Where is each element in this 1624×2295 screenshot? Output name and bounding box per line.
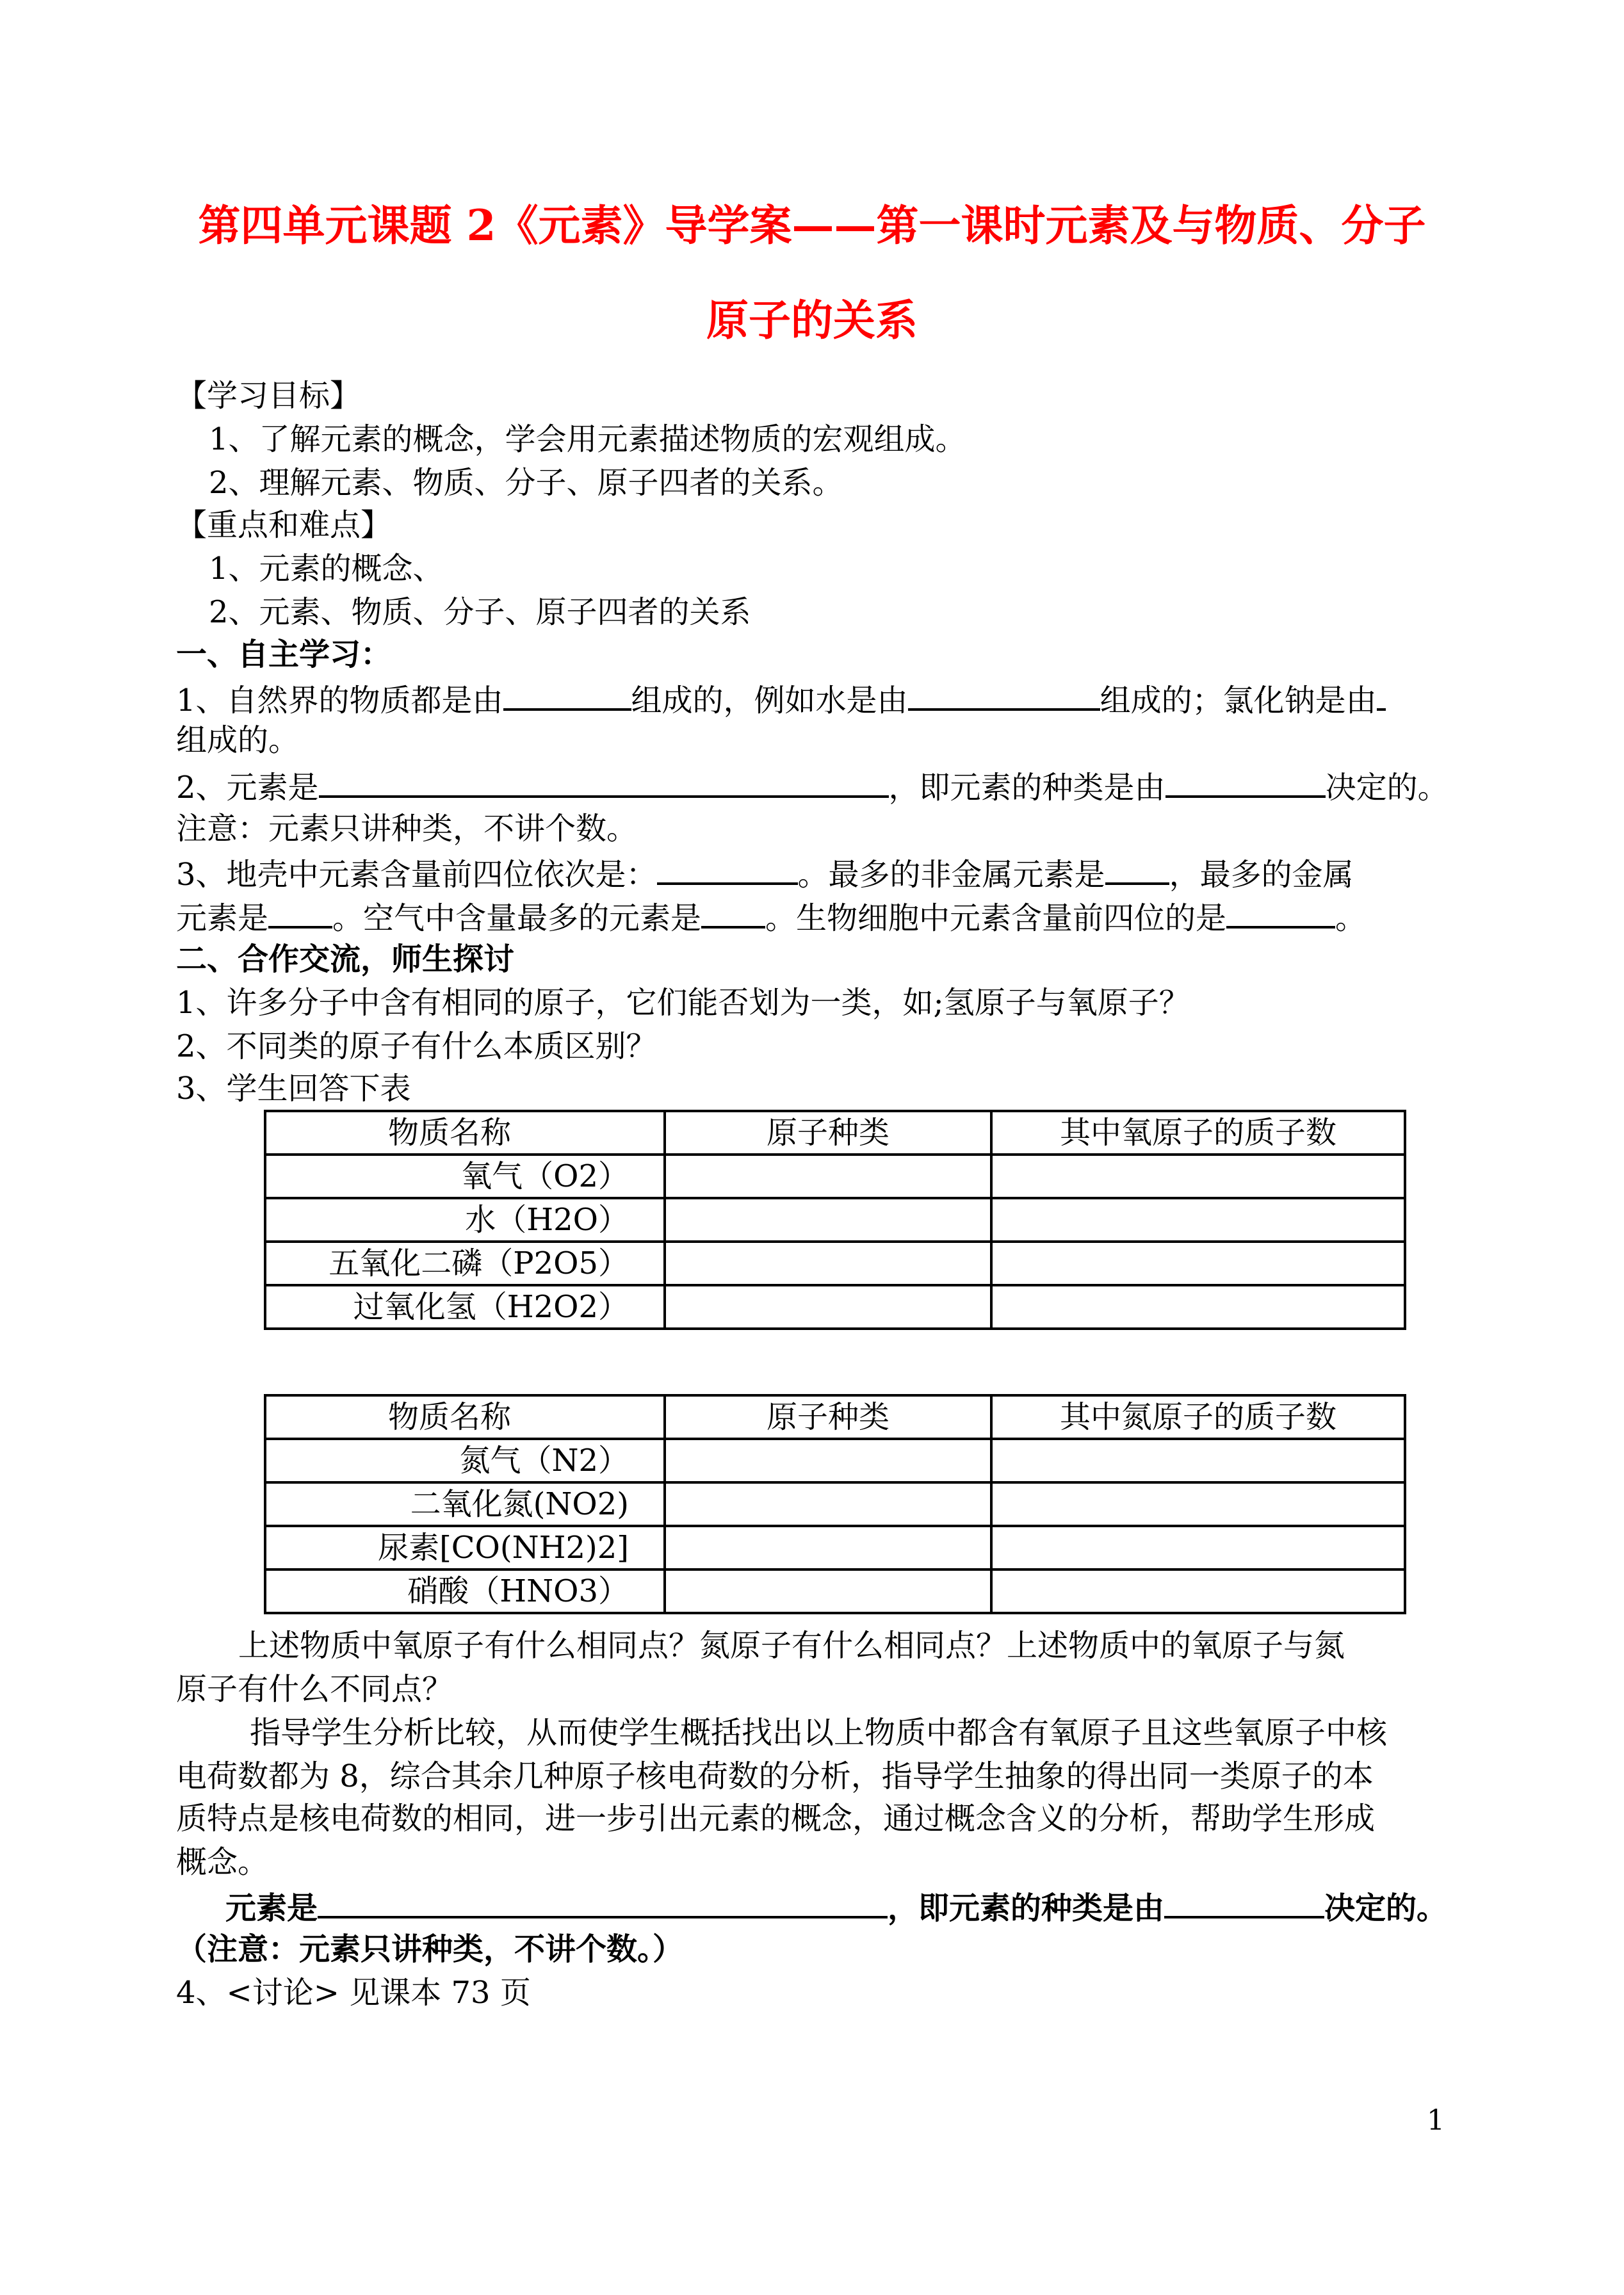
answer-blank[interactable]	[908, 677, 1100, 711]
answer-cell[interactable]	[665, 1242, 991, 1285]
table-row	[265, 1285, 1405, 1329]
answer-blank[interactable]	[1164, 1885, 1324, 1918]
page-number: 1	[1427, 2104, 1445, 2137]
answer-cell[interactable]	[991, 1198, 1405, 1242]
element-definition-line	[225, 1885, 1447, 1929]
answer-cell[interactable]	[991, 1482, 1405, 1526]
question-text: 2、元素是	[176, 770, 319, 806]
question-text: 决定的。	[1325, 770, 1449, 806]
discussion-paragraph-1: 上述物质中氧原子有什么相同点？氮原子有什么相同点？上述物质中的氧原子与氮	[238, 1628, 1345, 1664]
question-text: ，最多的金属	[1169, 857, 1354, 893]
definition-text: 元素是	[225, 1890, 318, 1926]
table-header-cell: 原子种类	[665, 1395, 991, 1439]
answer-blank[interactable]	[1105, 852, 1169, 885]
key-point-item: 1、元素的概念、	[209, 551, 444, 587]
objectives-heading: 【学习目标】	[176, 378, 361, 414]
table-header-cell: 其中氮原子的质子数	[991, 1395, 1405, 1439]
key-points-heading: 【重点和难点】	[176, 507, 392, 543]
table-row	[265, 1155, 1405, 1198]
question-2	[176, 765, 1449, 808]
objective-item: 1、了解元素的概念，学会用元素描述物质的宏观组成。	[209, 421, 966, 457]
answer-blank[interactable]	[268, 895, 332, 929]
question-text: 组成的；氯化钠是由	[1100, 683, 1377, 718]
substance-name-cell: 水（H2O）	[265, 1198, 665, 1242]
answer-cell[interactable]	[665, 1526, 991, 1569]
answer-cell[interactable]	[665, 1155, 991, 1198]
question-text: 元素是	[176, 900, 269, 936]
discussion-question-4: 4、<讨论> 见课本 73 页	[176, 1975, 531, 2011]
answer-blank[interactable]	[319, 765, 889, 798]
discussion-paragraph-2: 指导学生分析比较，从而使学生概括找出以上物质中都含有氧原子且这些氧原子中核	[250, 1715, 1388, 1751]
question-1-line1	[176, 677, 1386, 721]
answer-cell[interactable]	[991, 1242, 1405, 1285]
substance-name-cell: 二氧化氮(NO2)	[265, 1482, 665, 1526]
substance-name-cell: 氧气（O2）	[265, 1155, 665, 1198]
answer-cell[interactable]	[991, 1155, 1405, 1198]
key-point-item: 2、元素、物质、分子、原子四者的关系	[209, 594, 751, 630]
answer-blank[interactable]	[701, 895, 765, 929]
question-1-line2: 组成的。	[176, 722, 300, 758]
question-text: 。空气中含量最多的元素是	[332, 900, 702, 936]
table-row	[265, 1439, 1405, 1482]
answer-blank[interactable]	[1165, 765, 1326, 798]
discussion-paragraph-2: 电荷数都为 8，综合其余几种原子核电荷数的分析，指导学生抽象的得出同一类原子的本	[176, 1758, 1374, 1794]
substance-name-cell: 五氧化二磷（P2O5）	[265, 1242, 665, 1285]
note-text: 注意：元素只讲种类，不讲个数。	[176, 811, 638, 847]
table-row	[265, 1569, 1405, 1613]
substance-name-cell: 尿素[CO(NH2)2]	[265, 1526, 665, 1569]
question-3-line1	[176, 852, 1354, 895]
table-row	[265, 1482, 1405, 1526]
table-header-cell: 原子种类	[665, 1111, 991, 1155]
answer-cell[interactable]	[665, 1285, 991, 1329]
answer-blank[interactable]	[318, 1885, 888, 1918]
answer-blank[interactable]	[503, 677, 631, 711]
table-header-cell: 物质名称	[265, 1395, 665, 1439]
table-row	[265, 1198, 1405, 1242]
answer-cell[interactable]	[665, 1198, 991, 1242]
definition-text: ，即元素的种类是由	[888, 1890, 1165, 1926]
table-header-row	[265, 1111, 1405, 1155]
cooperation-question-2: 2、不同类的原子有什么本质区别？	[176, 1028, 657, 1064]
answer-cell[interactable]	[991, 1569, 1405, 1613]
answer-cell[interactable]	[665, 1482, 991, 1526]
oxygen-atom-table	[264, 1110, 1406, 1330]
substance-name-cell: 过氧化氢（H2O2）	[265, 1285, 665, 1329]
discussion-paragraph-1: 原子有什么不同点？	[176, 1671, 453, 1707]
question-3-line2	[176, 895, 1366, 939]
document-title-line2: 原子的关系	[706, 295, 918, 345]
table-header-row	[265, 1395, 1405, 1439]
discussion-paragraph-2: 质特点是核电荷数的相同，进一步引出元素的概念，通过概念含义的分析，帮助学生形成	[176, 1801, 1376, 1837]
table-header-cell: 物质名称	[265, 1111, 665, 1155]
table-header-cell: 其中氧原子的质子数	[991, 1111, 1405, 1155]
question-text: 。最多的非金属元素是	[797, 857, 1105, 893]
discussion-paragraph-2: 概念。	[176, 1844, 269, 1880]
table-row	[265, 1242, 1405, 1285]
answer-cell[interactable]	[991, 1526, 1405, 1569]
cooperation-question-1: 1、许多分子中含有相同的原子，它们能否划为一类，如;氢原子与氧原子？	[176, 985, 1190, 1021]
substance-name-cell: 硝酸（HNO3）	[265, 1569, 665, 1613]
definition-note: （注意：元素只讲种类，不讲个数。）	[176, 1931, 684, 1967]
objective-item: 2、理解元素、物质、分子、原子四者的关系。	[209, 465, 843, 501]
section-heading-self-study: 一、自主学习：	[176, 637, 392, 672]
question-text: 1、自然界的物质都是由	[176, 683, 503, 718]
section-heading-cooperation: 二、合作交流，师生探讨	[176, 941, 515, 977]
question-text: 组成的，例如水是由	[631, 683, 908, 718]
definition-text: 决定的。	[1324, 1890, 1448, 1926]
question-text: 。生物细胞中元素含量前四位的是	[765, 900, 1227, 936]
question-text: 。	[1335, 900, 1367, 936]
cooperation-question-3: 3、学生回答下表	[176, 1071, 411, 1107]
table-row	[265, 1526, 1405, 1569]
document-title-line1: 第四单元课题 2《元素》导学案——第一课时元素及与物质、分子	[198, 200, 1426, 250]
answer-blank[interactable]	[657, 852, 798, 885]
answer-cell[interactable]	[665, 1439, 991, 1482]
question-text: 3、地壳中元素含量前四位依次是：	[176, 857, 657, 893]
answer-cell[interactable]	[665, 1569, 991, 1613]
answer-cell[interactable]	[991, 1285, 1405, 1329]
substance-name-cell: 氮气（N2）	[265, 1439, 665, 1482]
question-text: ，即元素的种类是由	[888, 770, 1165, 806]
answer-cell[interactable]	[991, 1439, 1405, 1482]
answer-blank[interactable]	[1226, 895, 1335, 929]
answer-blank[interactable]	[1377, 677, 1386, 711]
nitrogen-atom-table	[264, 1394, 1406, 1614]
